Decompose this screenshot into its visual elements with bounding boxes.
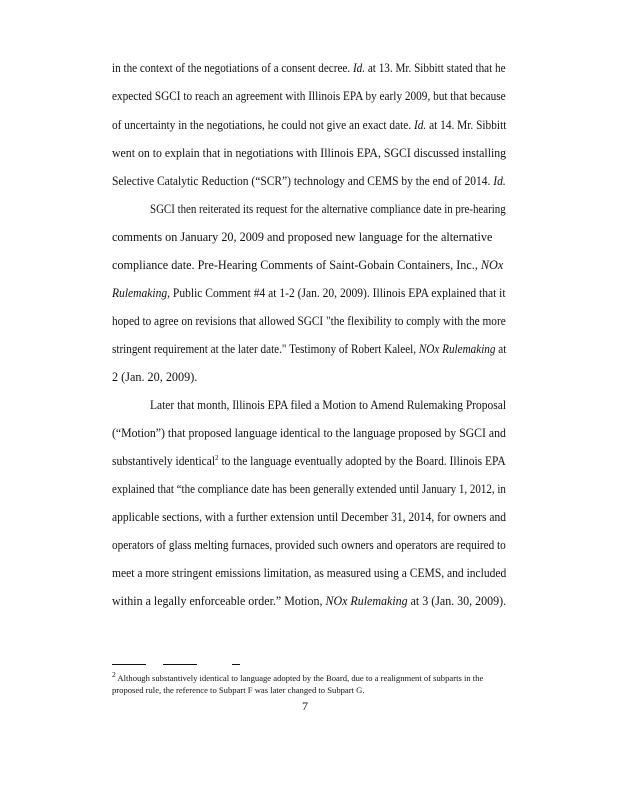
body-line-9: Rulemaking, Public Comment #4 at 1-2 (Jan. 20, 2009). Illinois EPA explained that it — [112, 286, 506, 300]
body-line-1: in the context of the negotiations of a consent decree. Id. at 13. Mr. Sibbitt stated that he — [112, 61, 506, 75]
body-line-5: Selective Catalytic Reduction (“SCR”) technology and CEMS by the end of 2014. Id. — [112, 174, 506, 188]
footnote-line-1 — [112, 670, 484, 683]
body-line-4: went on to explain that in negotiations with Illinois EPA, SGCI discussed installing — [112, 146, 507, 160]
body-line-12: 2 (Jan. 20, 2009). — [112, 370, 198, 384]
body-line-7: comments on January 20, 2009 and proposed new language for the alternative — [112, 230, 493, 244]
page-number: 7 — [302, 699, 308, 713]
body-line-6: SGCI then reiterated its request for the alternative compliance date in pre-hearing — [150, 202, 506, 216]
body-line-2: expected SGCI to reach an agreement with Illinois EPA by early 2009, but that because — [112, 89, 506, 103]
body-line-17: applicable sections, with a further extension until December 31, 2014, for owners and — [112, 510, 506, 524]
footnote-text-1: Although substantively identical to language adopted by the Board, due to a realignment of subparts in the — [115, 673, 484, 683]
body-line-13: Later that month, Illinois EPA filed a Motion to Amend Rulemaking Proposal — [150, 398, 507, 412]
body-line-16: explained that “the compliance date has been generally extended until January 1, 2012, in — [112, 482, 506, 496]
body-line-8: compliance date. Pre-Hearing Comments of Saint-Gobain Containers, Inc., NOx — [112, 258, 504, 272]
body-line-18: operators of glass melting furnaces, provided such owners and operators are required to — [112, 538, 506, 552]
footnote-ref-2: 2 — [215, 452, 219, 462]
footnote-rule-3 — [232, 664, 240, 665]
footnote-rule-1 — [112, 664, 146, 665]
body-line-15-start: substantively identical — [112, 454, 216, 468]
body-line-20: within a legally enforceable order.” Motion, NOx Rulemaking at 3 (Jan. 30, 2009). — [112, 594, 507, 608]
body-line-14: (“Motion”) that proposed language identical to the language proposed by SGCI and — [112, 426, 506, 440]
body-line-3: of uncertainty in the negotiations, he could not give an exact date. Id. at 14. Mr. Sibbitt — [112, 118, 507, 132]
body-line-10: hoped to agree on revisions that allowed SGCI "the flexibility to comply with the more — [112, 314, 506, 328]
body-line-15 — [112, 454, 506, 468]
footnote-line-2: proposed rule, the reference to Subpart F was later changed to Subpart G. — [112, 685, 365, 695]
footnote-marker: 2 — [112, 670, 116, 680]
footnote-rule-2 — [163, 664, 197, 665]
body-line-15-end: to the language eventually adopted by the Board. Illinois EPA — [218, 454, 506, 468]
body-line-11: stringent requirement at the later date." Testimony of Robert Kaleel, NOx Rulemaking at — [112, 342, 507, 356]
body-line-19: meet a more stringent emissions limitation, as measured using a CEMS, and included — [112, 566, 507, 580]
